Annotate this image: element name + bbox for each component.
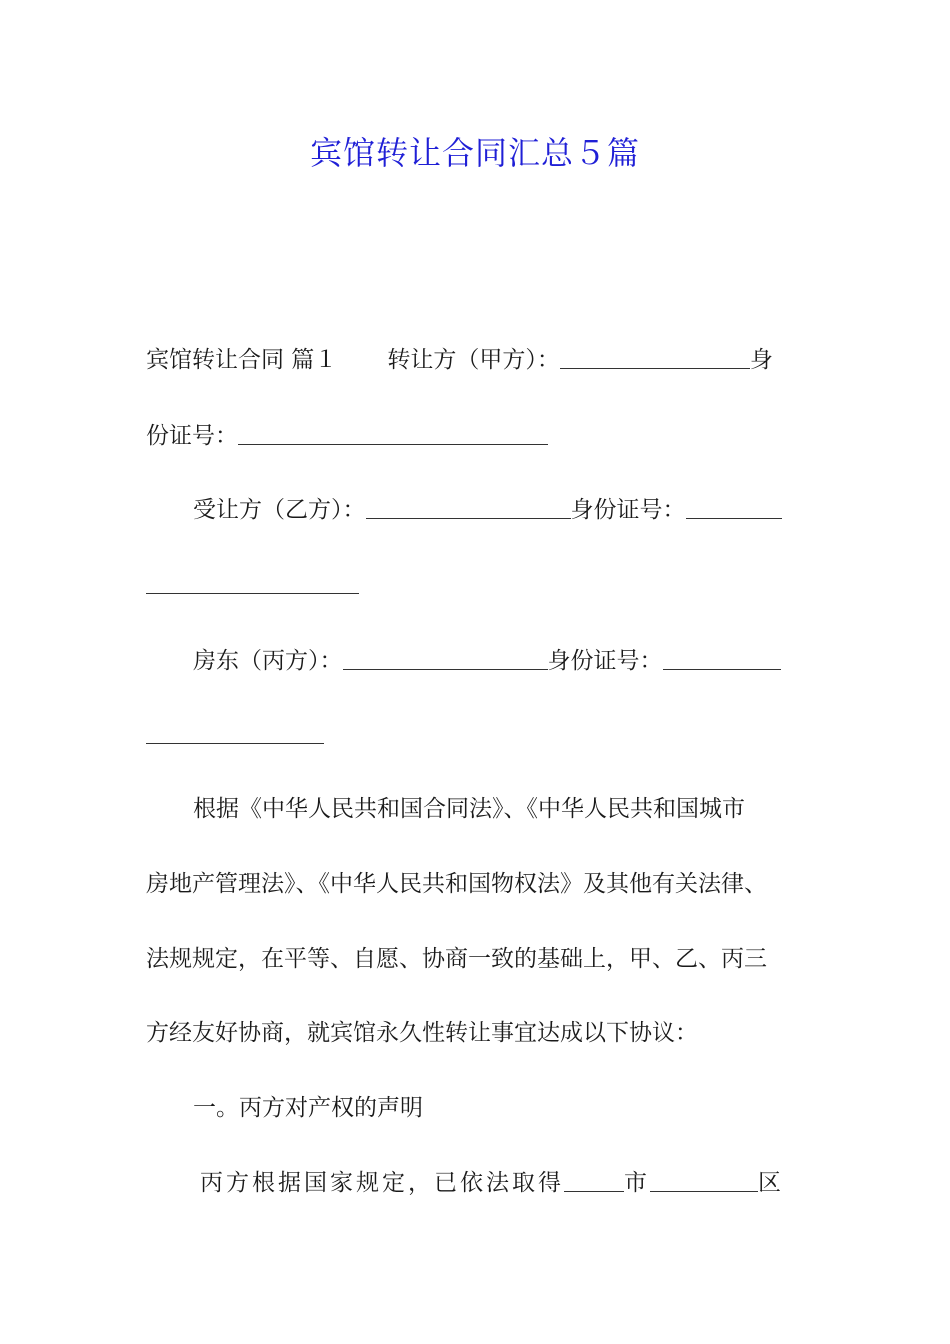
landlord-id-blank-2 — [146, 721, 324, 744]
section-heading: 一。丙方对产权的声明 — [193, 1095, 423, 1121]
district-label: 区 — [758, 1170, 784, 1196]
transferee-id-continued — [146, 570, 359, 600]
first-line — [146, 345, 773, 375]
contract-heading: 宾馆转让合同 篇１ — [146, 347, 338, 373]
paragraph-line — [200, 1168, 784, 1198]
paragraph-line: 根据《中华人民共和国合同法》、《中华人民共和国城市 — [193, 796, 745, 822]
city-blank — [564, 1169, 624, 1192]
transferor-blank — [560, 346, 750, 369]
transferee-blank — [366, 496, 571, 519]
transferee-id-label: 身份证号： — [570, 497, 686, 523]
paragraph-line: 法规规定，在平等、自愿、协商一致的基础上，甲、乙、丙三 — [146, 946, 767, 972]
paragraph-line: 房地产管理法》、《中华人民共和国物权法》及其他有关法律、 — [146, 871, 767, 897]
paragraph-line: 方经友好协商，就宾馆永久性转让事宜达成以下协议： — [146, 1020, 698, 1046]
landlord-label: 房东（丙方）： — [193, 648, 343, 674]
landlord-id-blank — [663, 647, 781, 670]
transferee-id-blank-2 — [146, 571, 359, 594]
transferee-label: 受让方（乙方）： — [193, 497, 366, 523]
transferee-id-blank — [686, 496, 782, 519]
transferee-line — [193, 495, 782, 525]
landlord-id-continued — [146, 720, 324, 750]
landlord-line — [193, 646, 781, 676]
para2-text: 丙方根据国家规定，已依法取得 — [200, 1170, 564, 1196]
landlord-blank — [343, 647, 548, 670]
id-label-part: 身 — [749, 347, 773, 373]
district-blank — [650, 1169, 758, 1192]
transferor-label: 转让方（甲方）： — [387, 347, 560, 373]
document-title: 宾馆转让合同汇总５篇 — [309, 134, 640, 172]
landlord-id-label: 身份证号： — [547, 648, 663, 674]
transferor-id-line — [146, 421, 548, 451]
transferor-id-blank — [238, 422, 548, 445]
id-label: 份证号： — [146, 423, 238, 449]
city-label: 市 — [624, 1170, 650, 1196]
